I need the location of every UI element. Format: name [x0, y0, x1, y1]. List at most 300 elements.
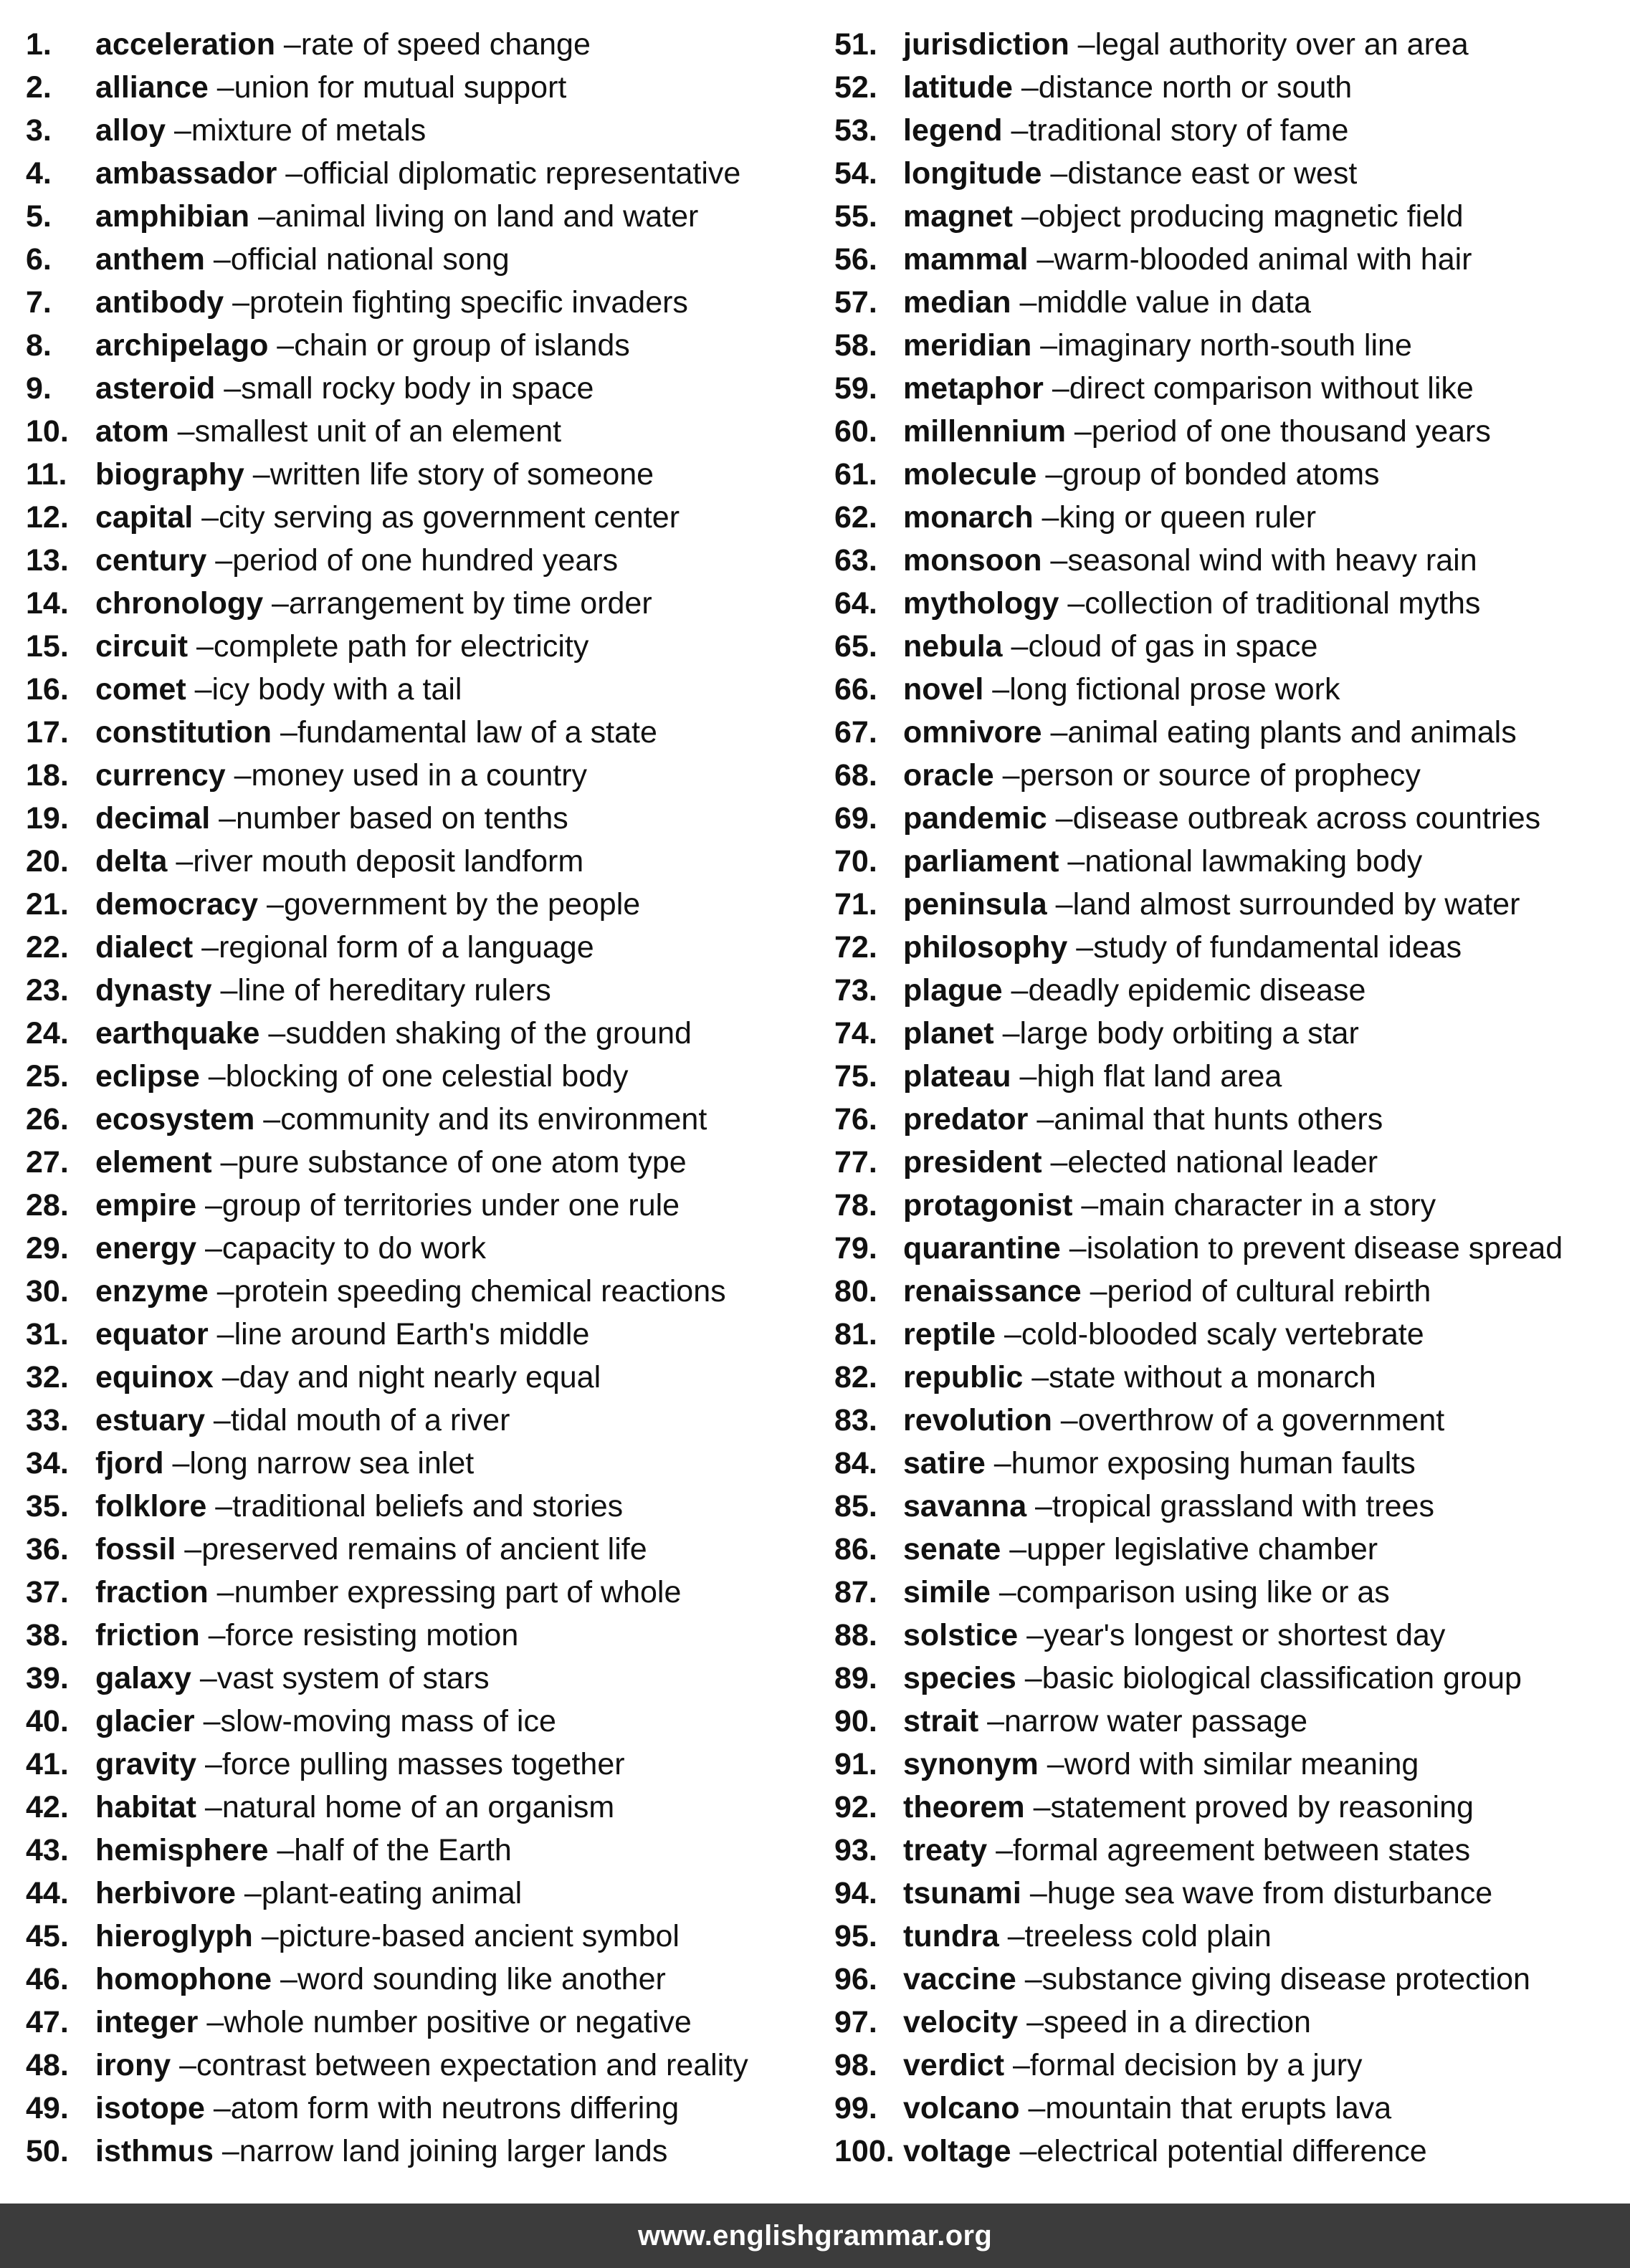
- entry-term: satire: [903, 1446, 986, 1480]
- entry-number: 90.: [834, 1704, 877, 1738]
- entry-definition: [186, 672, 462, 707]
- entry-definition: [1082, 1274, 1431, 1308]
- entry-number: 40.: [26, 1704, 69, 1738]
- entry-definition: [1059, 844, 1422, 879]
- entry-number: 93.: [834, 1833, 877, 1867]
- entry-number: 14.: [26, 586, 69, 621]
- vocabulary-entry: [834, 2001, 1623, 2044]
- entry-definition-text: disease outbreak across countries: [1072, 801, 1541, 836]
- entry-definition-text: government by the people: [283, 887, 641, 922]
- entry-term: republic: [903, 1360, 1024, 1394]
- entry-number: 100.: [834, 2134, 895, 2168]
- entry-definition-text: arrangement by time order: [288, 586, 652, 621]
- entry-number: 51.: [834, 27, 877, 62]
- entry-term: mammal: [903, 242, 1029, 277]
- entry-definition-text: study of fundamental ideas: [1093, 930, 1462, 965]
- vocabulary-entry: [834, 1872, 1623, 1915]
- vocabulary-entry: [26, 1528, 821, 1571]
- entry-term: plateau: [903, 1059, 1011, 1094]
- entry-number: 27.: [26, 1145, 69, 1180]
- vocabulary-entry: [834, 238, 1623, 281]
- vocabulary-entry: [834, 1657, 1623, 1700]
- entry-definition: [209, 1317, 590, 1351]
- vocabulary-entry: [834, 1485, 1623, 1528]
- entry-term: molecule: [903, 457, 1037, 492]
- entry-term: earthquake: [95, 1016, 260, 1051]
- entry-number: 64.: [834, 586, 877, 621]
- entry-number: 63.: [834, 543, 877, 578]
- entry-number: 26.: [26, 1102, 69, 1137]
- vocabulary-entry: [26, 2001, 821, 2044]
- vocabulary-entry: [26, 754, 821, 797]
- entry-definition: [1042, 715, 1517, 750]
- entry-term: vaccine: [903, 1962, 1016, 1996]
- entry-definition: [268, 1833, 511, 1867]
- vocabulary-entry: [834, 668, 1623, 711]
- entry-term: alloy: [95, 113, 166, 148]
- entry-definition: [1001, 1532, 1378, 1566]
- entry-term: voltage: [903, 2134, 1011, 2168]
- entry-number: 78.: [834, 1188, 877, 1222]
- entry-definition: [994, 758, 1421, 793]
- entry-term: jurisdiction: [903, 27, 1069, 62]
- entry-definition-text: period of one thousand years: [1091, 414, 1491, 449]
- entry-definition-text: formal agreement between states: [1013, 1833, 1471, 1867]
- vocabulary-entry: [26, 1657, 821, 1700]
- vocabulary-entry: [26, 109, 821, 152]
- entry-definition: [1042, 1145, 1378, 1180]
- vocabulary-entry: [26, 1184, 821, 1227]
- entry-number: 49.: [26, 2091, 69, 2125]
- entry-definition-text: number based on tenths: [236, 801, 568, 836]
- entry-term: circuit: [95, 629, 189, 664]
- entry-definition: [200, 1618, 519, 1652]
- entry-definition-text: written life story of someone: [270, 457, 654, 492]
- entry-term: velocity: [903, 2005, 1019, 2039]
- entry-definition: [236, 1876, 522, 1910]
- entry-definition-text: comparison using like or as: [1016, 1575, 1390, 1609]
- entry-definition-text: traditional beliefs and stories: [232, 1489, 624, 1523]
- entry-number: 57.: [834, 285, 877, 320]
- entry-definition-text: smallest unit of an element: [194, 414, 562, 449]
- entry-term: energy: [95, 1231, 197, 1265]
- entry-definition-text: statement proved by reasoning: [1050, 1790, 1474, 1824]
- entry-definition: [249, 199, 698, 234]
- entry-definition-text: distance north or south: [1038, 70, 1353, 105]
- entry-number: 41.: [26, 1747, 69, 1781]
- entry-term: antibody: [95, 285, 224, 320]
- entry-definition: [1018, 1618, 1445, 1652]
- entry-definition: [196, 1790, 614, 1824]
- vocabulary-entry: [834, 1700, 1623, 1743]
- vocabulary-entry: [834, 1614, 1623, 1657]
- entry-definition: [205, 1403, 510, 1437]
- entry-term: folklore: [95, 1489, 207, 1523]
- entry-definition: [1036, 457, 1379, 492]
- entry-number: 55.: [834, 199, 877, 234]
- vocabulary-entry: [26, 1786, 821, 1829]
- vocabulary-entry: [834, 840, 1623, 883]
- entry-definition-text: slow-moving mass of ice: [220, 1704, 556, 1738]
- vocabulary-entry: [834, 2087, 1623, 2130]
- entry-term: currency: [95, 758, 226, 793]
- entry-definition: [1011, 1059, 1282, 1094]
- vocabulary-entry: [26, 1227, 821, 1270]
- entry-definition-text: period of cultural rebirth: [1107, 1274, 1431, 1308]
- entry-term: democracy: [95, 887, 259, 922]
- entry-number: 79.: [834, 1231, 877, 1265]
- entry-number: 42.: [26, 1790, 69, 1824]
- entry-number: 32.: [26, 1360, 69, 1394]
- vocabulary-entry: [26, 711, 821, 754]
- entry-term: isthmus: [95, 2134, 214, 2168]
- entry-number: 58.: [834, 328, 877, 363]
- entry-number: 7.: [26, 285, 52, 320]
- entry-term: parliament: [903, 844, 1059, 879]
- entry-definition-text: vast system of stars: [216, 1661, 490, 1695]
- entry-number: 28.: [26, 1188, 69, 1222]
- vocabulary-entry: [26, 1055, 821, 1098]
- entry-term: monarch: [903, 500, 1034, 535]
- vocabulary-entry: [26, 1270, 821, 1313]
- entry-definition: [1052, 1403, 1444, 1437]
- vocabulary-entry: [26, 1313, 821, 1356]
- entry-number: 10.: [26, 414, 69, 449]
- entry-definition-text: official national song: [230, 242, 510, 277]
- vocabulary-entry: [834, 2130, 1623, 2173]
- entry-number: 2.: [26, 70, 52, 105]
- entry-term: philosophy: [903, 930, 1068, 965]
- entry-term: amphibian: [95, 199, 250, 234]
- entry-definition: [209, 70, 567, 105]
- vocabulary-entry: [834, 1829, 1623, 1872]
- entry-number: 18.: [26, 758, 69, 793]
- entry-number: 75.: [834, 1059, 877, 1094]
- entry-number: 25.: [26, 1059, 69, 1094]
- entry-number: 44.: [26, 1876, 69, 1910]
- vocabulary-entry: [26, 23, 821, 66]
- entry-term: hieroglyph: [95, 1919, 253, 1953]
- entry-definition-text: city serving as government center: [219, 500, 680, 535]
- entry-definition-text: day and night nearly equal: [239, 1360, 601, 1394]
- entry-definition: [214, 1360, 601, 1394]
- entry-definition-text: king or queen ruler: [1059, 500, 1317, 535]
- vocabulary-entry: [26, 1356, 821, 1399]
- entry-definition-text: seasonal wind with heavy rain: [1067, 543, 1477, 578]
- vocabulary-entry: [26, 1700, 821, 1743]
- vocabulary-entry: [834, 152, 1623, 195]
- entry-number: 21.: [26, 887, 69, 922]
- entry-term: meridian: [903, 328, 1032, 363]
- entry-number: 6.: [26, 242, 52, 277]
- entry-number: 48.: [26, 2048, 69, 2082]
- entry-number: 83.: [834, 1403, 877, 1437]
- entry-definition-text: distance east or west: [1067, 156, 1358, 191]
- entry-definition: [167, 844, 583, 879]
- word-list-right-column: [834, 23, 1623, 2173]
- entry-term: ecosystem: [95, 1102, 255, 1137]
- entry-definition: [275, 27, 591, 62]
- entry-term: capital: [95, 500, 194, 535]
- entry-number: 59.: [834, 371, 877, 406]
- entry-definition: [200, 1059, 629, 1094]
- entry-term: mythology: [903, 586, 1059, 621]
- entry-term: homophone: [95, 1962, 272, 1996]
- entry-definition-text: person or source of prophecy: [1019, 758, 1421, 793]
- entry-number: 86.: [834, 1532, 877, 1566]
- entry-number: 82.: [834, 1360, 877, 1394]
- entry-term: legend: [903, 113, 1003, 148]
- vocabulary-entry: [26, 926, 821, 969]
- entry-number: 94.: [834, 1876, 877, 1910]
- entry-definition-text: narrow water passage: [1004, 1704, 1308, 1738]
- entry-term: atom: [95, 414, 169, 449]
- vocabulary-entry: [26, 969, 821, 1012]
- entry-definition-text: electrical potential difference: [1036, 2134, 1427, 2168]
- entry-number: 38.: [26, 1618, 69, 1652]
- vocabulary-entry: [26, 1399, 821, 1442]
- entry-definition: [176, 1532, 647, 1566]
- entry-definition: [1013, 70, 1352, 105]
- entry-definition: [1013, 199, 1464, 234]
- entry-number: 37.: [26, 1575, 69, 1609]
- entry-definition: [999, 1919, 1272, 1953]
- entry-definition-text: complete path for electricity: [213, 629, 589, 664]
- entry-definition-text: protein speeding chemical reactions: [234, 1274, 726, 1308]
- entry-definition: [1066, 414, 1491, 449]
- entry-definition-text: traditional story of fame: [1028, 113, 1349, 148]
- entry-definition: [212, 973, 551, 1008]
- vocabulary-entry: [26, 797, 821, 840]
- vocabulary-entry: [834, 1184, 1623, 1227]
- entry-definition: [1003, 113, 1349, 148]
- entry-term: century: [95, 543, 207, 578]
- entry-term: anthem: [95, 242, 205, 277]
- entry-term: friction: [95, 1618, 200, 1652]
- entry-number: 60.: [834, 414, 877, 449]
- entry-term: fjord: [95, 1446, 164, 1480]
- entry-definition-text: upper legislative chamber: [1026, 1532, 1378, 1566]
- entry-number: 68.: [834, 758, 877, 793]
- entry-definition: [254, 1102, 707, 1137]
- entry-definition-text: cold-blooded scaly vertebrate: [1021, 1317, 1424, 1351]
- entry-definition-text: force pulling masses together: [221, 1747, 625, 1781]
- entry-definition-text: narrow land joining larger lands: [239, 2134, 668, 2168]
- entry-term: novel: [903, 672, 984, 707]
- entry-definition: [244, 457, 654, 492]
- entry-definition: [1042, 156, 1357, 191]
- entry-number: 91.: [834, 1747, 877, 1781]
- entry-definition: [205, 2091, 679, 2125]
- vocabulary-entry: [834, 410, 1623, 453]
- entry-term: glacier: [95, 1704, 195, 1738]
- entry-number: 23.: [26, 973, 69, 1008]
- entry-term: pandemic: [903, 801, 1047, 836]
- vocabulary-entry: [834, 453, 1623, 496]
- vocabulary-entry: [26, 453, 821, 496]
- vocabulary-entry: [26, 367, 821, 410]
- entry-term: millennium: [903, 414, 1066, 449]
- entry-number: 34.: [26, 1446, 69, 1480]
- entry-definition-text: legal authority over an area: [1095, 27, 1469, 62]
- entry-definition-text: icy body with a tail: [211, 672, 462, 707]
- entry-term: integer: [95, 2005, 199, 2039]
- entry-number: 31.: [26, 1317, 69, 1351]
- entry-definition-text: year's longest or shortest day: [1044, 1618, 1446, 1652]
- entry-definition: [983, 672, 1340, 707]
- vocabulary-entry: [834, 2044, 1623, 2087]
- entry-term: archipelago: [95, 328, 269, 363]
- entry-number: 20.: [26, 844, 69, 879]
- entry-definition: [1067, 930, 1462, 965]
- entry-term: renaissance: [903, 1274, 1082, 1308]
- entry-definition-text: half of the Earth: [294, 1833, 512, 1867]
- entry-definition-text: imaginary north-south line: [1057, 328, 1412, 363]
- entry-term: median: [903, 285, 1011, 320]
- entry-term: planet: [903, 1016, 994, 1051]
- entry-definition-text: high flat land area: [1036, 1059, 1282, 1094]
- vocabulary-entry: [834, 625, 1623, 668]
- entry-term: dialect: [95, 930, 194, 965]
- entry-number: 19.: [26, 801, 69, 836]
- entry-definition-text: contrast between expectation and reality: [196, 2048, 748, 2082]
- vocabulary-entry: [26, 324, 821, 367]
- entry-number: 8.: [26, 328, 52, 363]
- entry-definition: [166, 113, 426, 148]
- entry-term: strait: [903, 1704, 979, 1738]
- vocabulary-entry: [26, 1614, 821, 1657]
- entry-definition: [258, 887, 640, 922]
- entry-number: 9.: [26, 371, 52, 406]
- entry-definition: [198, 2005, 691, 2039]
- entry-definition: [1003, 629, 1318, 664]
- entry-definition: [1061, 1231, 1563, 1265]
- entry-number: 88.: [834, 1618, 877, 1652]
- entry-number: 12.: [26, 500, 69, 535]
- entry-number: 4.: [26, 156, 52, 191]
- entry-definition: [169, 414, 561, 449]
- vocabulary-entry: [834, 1442, 1623, 1485]
- entry-term: senate: [903, 1532, 1001, 1566]
- entry-definition: [987, 1833, 1470, 1867]
- entry-definition: [206, 1489, 623, 1523]
- entry-number: 77.: [834, 1145, 877, 1180]
- entry-number: 43.: [26, 1833, 69, 1867]
- entry-definition-text: animal eating plants and animals: [1067, 715, 1517, 750]
- entry-term: herbivore: [95, 1876, 236, 1910]
- vocabulary-entry: [834, 1012, 1623, 1055]
- entry-definition: [1003, 973, 1366, 1008]
- vocabulary-entry: [834, 1786, 1623, 1829]
- entry-term: ambassador: [95, 156, 277, 191]
- entry-definition-text: large body orbiting a star: [1019, 1016, 1359, 1051]
- entry-definition: [214, 2134, 667, 2168]
- entry-definition-text: overthrow of a government: [1077, 1403, 1445, 1437]
- entry-term: equinox: [95, 1360, 214, 1394]
- entry-definition-text: middle value in data: [1036, 285, 1311, 320]
- entry-number: 16.: [26, 672, 69, 707]
- entry-number: 80.: [834, 1274, 877, 1308]
- entry-number: 50.: [26, 2134, 69, 2168]
- entry-definition: [196, 1188, 680, 1222]
- entry-definition-text: rate of speed change: [300, 27, 591, 62]
- vocabulary-entry: [26, 582, 821, 625]
- entry-term: savanna: [903, 1489, 1027, 1523]
- entry-number: 53.: [834, 113, 877, 148]
- vocabulary-entry: [26, 1829, 821, 1872]
- entry-definition-text: treeless cold plain: [1024, 1919, 1272, 1953]
- entry-number: 89.: [834, 1661, 877, 1695]
- entry-definition: [188, 629, 588, 664]
- entry-definition: [1072, 1188, 1436, 1222]
- entry-definition-text: tidal mouth of a river: [230, 1403, 510, 1437]
- entry-term: decimal: [95, 801, 211, 836]
- footer-website-link[interactable]: www.englishgrammar.org: [637, 2219, 993, 2252]
- vocabulary-entry: [26, 1485, 821, 1528]
- entry-number: 11.: [26, 457, 67, 492]
- entry-definition: [1042, 543, 1477, 578]
- entry-term: omnivore: [903, 715, 1042, 750]
- entry-number: 35.: [26, 1489, 69, 1523]
- entry-term: isotope: [95, 2091, 205, 2125]
- entry-number: 84.: [834, 1446, 877, 1480]
- entry-definition-text: word with similar meaning: [1064, 1747, 1419, 1781]
- entry-term: peninsula: [903, 887, 1047, 922]
- entry-definition-text: plant-eating animal: [261, 1876, 523, 1910]
- entry-definition: [253, 1919, 680, 1953]
- entry-definition-text: mountain that erupts lava: [1045, 2091, 1392, 2125]
- entry-definition: [224, 285, 688, 320]
- entry-term: fraction: [95, 1575, 209, 1609]
- vocabulary-entry: [834, 1270, 1623, 1313]
- entry-term: simile: [903, 1575, 991, 1609]
- vocabulary-entry: [26, 883, 821, 926]
- entry-number: 67.: [834, 715, 877, 750]
- entry-term: gravity: [95, 1747, 197, 1781]
- entry-definition: [1059, 586, 1480, 621]
- vocabulary-entry: [834, 711, 1623, 754]
- entry-definition-text: number expressing part of whole: [234, 1575, 682, 1609]
- entry-definition-text: picture-based ancient symbol: [278, 1919, 680, 1953]
- entry-term: fossil: [95, 1532, 176, 1566]
- entry-definition: [164, 1446, 475, 1480]
- entry-number: 95.: [834, 1919, 877, 1953]
- entry-definition: [209, 1575, 682, 1609]
- entry-term: monsoon: [903, 543, 1042, 578]
- entry-definition: [1034, 500, 1316, 535]
- entry-definition: [263, 586, 652, 621]
- entry-term: dynasty: [95, 973, 212, 1008]
- entry-definition-text: speed in a direction: [1044, 2005, 1311, 2039]
- entry-definition: [991, 1575, 1390, 1609]
- entry-number: 47.: [26, 2005, 69, 2039]
- entry-definition: [206, 543, 618, 578]
- entry-term: habitat: [95, 1790, 196, 1824]
- entry-term: longitude: [903, 156, 1042, 191]
- vocabulary-entry: [834, 1915, 1623, 1958]
- entry-definition: [195, 1704, 556, 1738]
- entry-number: 66.: [834, 672, 877, 707]
- entry-term: estuary: [95, 1403, 205, 1437]
- vocabulary-entry: [26, 195, 821, 238]
- entry-term: constitution: [95, 715, 272, 750]
- entry-definition: [996, 1317, 1424, 1351]
- entry-term: quarantine: [903, 1231, 1061, 1265]
- entry-definition: [1016, 1661, 1522, 1695]
- vocabulary-entry: [834, 1098, 1623, 1141]
- entry-definition: [210, 801, 568, 836]
- entry-term: volcano: [903, 2091, 1020, 2125]
